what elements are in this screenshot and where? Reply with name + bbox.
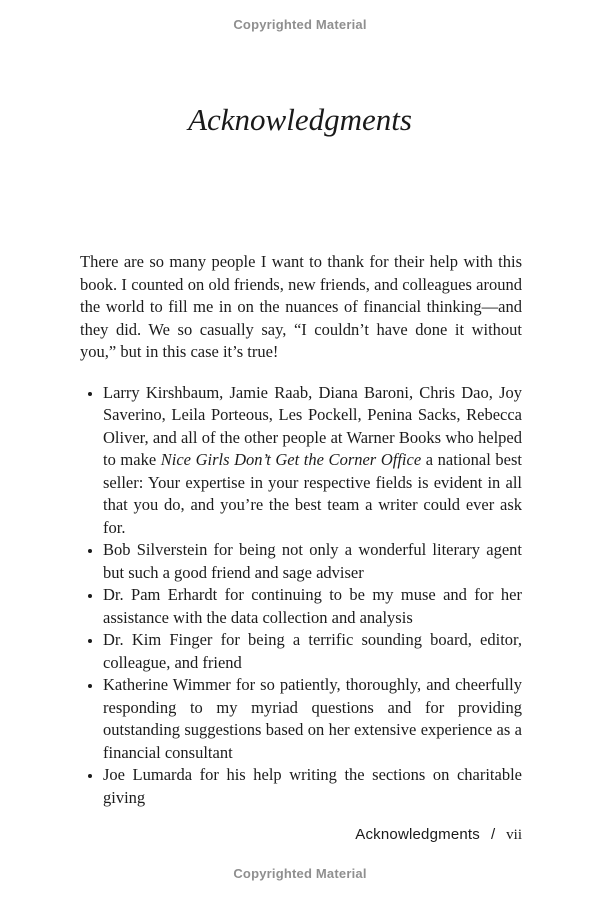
list-item: • Dr. Kim Finger for being a terrific sounding board, editor, colleague, and friend <box>103 629 522 674</box>
page-body <box>80 251 522 809</box>
list-item-text: a national best seller: Your expertise in your respective fields is evident in all that you do, and you’re the best team a writer could ever ask for. <box>103 450 522 537</box>
page-title: Acknowledgments <box>188 102 412 137</box>
list-item: • Joe Lumarda for his help writing the sections on charitable giving <box>103 764 522 809</box>
list-item: • Katherine Wimmer for so patiently, thoroughly, and cheerfully responding to my myriad questions and for providing outstanding suggestions based on her extensive experience as a financial consultant <box>103 674 522 764</box>
footer-separator: / <box>490 826 496 843</box>
page-footer <box>355 826 522 844</box>
copyright-notice-top: Copyrighted Material <box>233 17 367 32</box>
list-item: • Dr. Pam Erhardt for continuing to be my muse and for her assistance with the data collection and analysis <box>103 584 522 629</box>
page-number: vii <box>506 827 522 843</box>
list-item <box>103 382 522 540</box>
copyright-notice-bottom: Copyrighted Material <box>233 866 367 881</box>
acknowledgment-list <box>80 382 522 810</box>
intro-paragraph: There are so many people I want to thank for their help with this book. I counted on old friends, new friends, and colleagues around the world to fill me in on the nuances of financial thinking—and they did. We so casually say, “I couldn’t have done it without you,” but in this case it’s true! <box>80 252 522 361</box>
running-head: Acknowledgments <box>355 826 480 843</box>
list-item-text: Larry Kirshbaum, Jamie Raab, Diana Baroni, Chris Dao, Joy Saverino, Leila Porteous, Les Pockell, Penina Sacks, Rebecca Oliver, and all of the other people at Warner Books who helped to make <box>103 382 522 469</box>
list-item: • Bob Silverstein for being not only a wonderful literary agent but such a good friend and sage adviser <box>103 539 522 584</box>
book-title-italic: Nice Girls Don’t Get the Corner Office <box>160 450 422 469</box>
